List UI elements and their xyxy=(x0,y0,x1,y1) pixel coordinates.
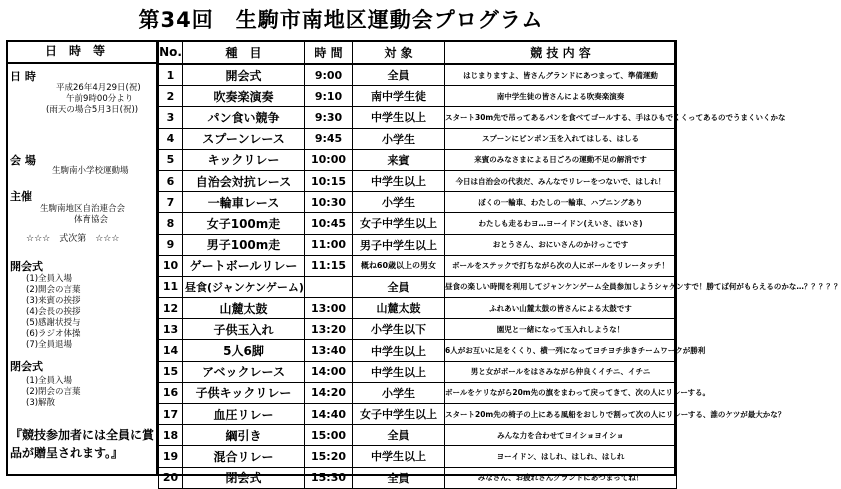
row-target: 概ね60歳以上の男女 xyxy=(353,255,445,276)
row-desc: ボールをケリながら20m先の旗をまわって戻ってきて、次の人にリレーする。 xyxy=(445,382,677,403)
row-no: 2 xyxy=(159,86,183,107)
col-header-event: 種 目 xyxy=(183,41,305,65)
row-target: 全員 xyxy=(353,467,445,488)
row-event: 5人6脚 xyxy=(183,340,305,361)
table-row xyxy=(159,64,677,86)
row-target: 女子中学生以上 xyxy=(353,404,445,425)
row-target: 中学生以上 xyxy=(353,340,445,361)
row-event: キックリレー xyxy=(183,149,305,170)
row-no: 20 xyxy=(159,467,183,488)
row-no: 4 xyxy=(159,128,183,149)
row-desc: 園児と一緒になって玉入れしような！ xyxy=(445,319,677,340)
row-desc: スプーンにピンポン玉を入れてはしる、はしる xyxy=(445,128,677,149)
col-header-target: 対 象 xyxy=(353,41,445,65)
row-desc: ヨーイドン、はしれ、はしれ、はしれ xyxy=(445,446,677,467)
row-time: 13:20 xyxy=(305,319,353,340)
table-row xyxy=(159,446,677,467)
row-time: 13:00 xyxy=(305,298,353,319)
table-row xyxy=(159,107,677,128)
row-event: 子供玉入れ xyxy=(183,319,305,340)
table-row xyxy=(159,128,677,149)
row-target: 山麓太鼓 xyxy=(353,298,445,319)
row-target: 小学生 xyxy=(353,382,445,403)
host-label: 主催 xyxy=(10,190,32,203)
row-no: 5 xyxy=(159,149,183,170)
row-desc: 6人がお互いに足をくくり、横一列になってヨチヨチ歩きチームワークが勝利 xyxy=(445,340,677,361)
row-time: 10:30 xyxy=(305,192,353,213)
opening-item: (5)感謝状授与 xyxy=(26,318,81,328)
row-time: 10:15 xyxy=(305,170,353,191)
row-time: 15:30 xyxy=(305,467,353,488)
opening-label: 開会式 xyxy=(10,260,43,273)
row-event: アベックレース xyxy=(183,361,305,382)
row-target: 中学生以上 xyxy=(353,170,445,191)
program-label: ☆☆☆ 式次第 ☆☆☆ xyxy=(26,234,120,244)
opening-item: (7)全員退場 xyxy=(26,340,73,350)
row-desc: 昼食の楽しい時間を利用してジャンケンゲーム全員参加しようシャケンすで！勝てば何がもらえるのかな…？？？？？ xyxy=(445,276,677,297)
table-row xyxy=(159,234,677,255)
row-target: 来賓 xyxy=(353,149,445,170)
col-header-time: 時 間 xyxy=(305,41,353,65)
row-event: スプーンレース xyxy=(183,128,305,149)
table-row xyxy=(159,170,677,191)
row-target: 全員 xyxy=(353,425,445,446)
row-desc: ボールをステックで打ちながら次の人にボールをリレータッチ！ xyxy=(445,255,677,276)
row-desc: みんな力を合わせてヨイショヨイショ xyxy=(445,425,677,446)
row-time: 10:45 xyxy=(305,213,353,234)
closing-item: (2)閉会の言葉 xyxy=(26,387,81,397)
opening-item: (3)来賓の挨拶 xyxy=(26,296,81,306)
table-header-row xyxy=(159,41,677,65)
row-time: 14:00 xyxy=(305,361,353,382)
row-no: 13 xyxy=(159,319,183,340)
row-no: 11 xyxy=(159,276,183,297)
row-target: 中学生以上 xyxy=(353,361,445,382)
row-event: 一輪車レース xyxy=(183,192,305,213)
row-event: 開会式 xyxy=(183,64,305,86)
row-time: 9:30 xyxy=(305,107,353,128)
row-no: 15 xyxy=(159,361,183,382)
table-row xyxy=(159,86,677,107)
venue-label: 会 場 xyxy=(10,154,36,167)
row-no: 18 xyxy=(159,425,183,446)
col-header-no: No. xyxy=(159,41,183,65)
row-event: 血圧リレー xyxy=(183,404,305,425)
row-target: 中学生以上 xyxy=(353,107,445,128)
row-event: ゲートボールリレー xyxy=(183,255,305,276)
row-no: 16 xyxy=(159,382,183,403)
row-event: 混合リレー xyxy=(183,446,305,467)
row-desc: わたしも走るわヨ…ヨーイドン(えいさ、ほいさ) xyxy=(445,213,677,234)
row-no: 17 xyxy=(159,404,183,425)
row-target: 男子中学生以上 xyxy=(353,234,445,255)
row-time: 14:20 xyxy=(305,382,353,403)
closing-item: (1)全員入場 xyxy=(26,376,73,386)
row-time xyxy=(305,276,353,297)
col-header-desc: 競 技 内 容 xyxy=(445,41,677,65)
venue-text: 生駒南小学校運動場 xyxy=(52,166,129,176)
host-line-1: 生駒南地区自治連合会 xyxy=(40,204,126,214)
table-row xyxy=(159,213,677,234)
row-time: 9:10 xyxy=(305,86,353,107)
table-row xyxy=(159,255,677,276)
row-target: 全員 xyxy=(353,64,445,86)
info-panel-header: 日時等 xyxy=(6,40,156,64)
row-desc: 今日は自治会の代表だ、みんなでリレーをつないで、はしれ！ xyxy=(445,170,677,191)
row-no: 7 xyxy=(159,192,183,213)
row-event: 女子100m走 xyxy=(183,213,305,234)
opening-item: (2)開会の言葉 xyxy=(26,285,81,295)
row-event: 昼食(ジャンケンゲーム) xyxy=(183,276,305,297)
program-table xyxy=(158,40,841,489)
table-row xyxy=(159,340,677,361)
table-row xyxy=(159,425,677,446)
table-row xyxy=(159,276,677,297)
row-event: パン食い競争 xyxy=(183,107,305,128)
row-target: 小学生 xyxy=(353,192,445,213)
prize-note: 『競技参加者には全員に賞品が贈呈されます。』 xyxy=(10,428,155,460)
row-event: 山麓太鼓 xyxy=(183,298,305,319)
date-line-1: 平成26年4月29日(祝) xyxy=(56,83,141,93)
row-target: 中学生以上 xyxy=(353,446,445,467)
opening-item: (1)全員入場 xyxy=(26,274,73,284)
row-no: 9 xyxy=(159,234,183,255)
date-line-3: (雨天の場合5月3日(祝)) xyxy=(46,105,139,115)
table-row xyxy=(159,382,677,403)
row-time: 15:00 xyxy=(305,425,353,446)
row-target: 小学生以下 xyxy=(353,319,445,340)
row-time: 13:40 xyxy=(305,340,353,361)
row-event: 吹奏楽演奏 xyxy=(183,86,305,107)
row-no: 10 xyxy=(159,255,183,276)
row-desc: みなさん、お疲れさんグランドにあつまってね！ xyxy=(445,467,677,488)
row-event: 子供キックリレー xyxy=(183,382,305,403)
row-desc: スタート20m先の椅子の上にある風船をおしりで割って次の人にリレーする、誰のケツが最大かな？ xyxy=(445,404,677,425)
row-desc: ふれあい山麓太鼓の皆さんによる太鼓です xyxy=(445,298,677,319)
closing-item: (3)解散 xyxy=(26,398,56,408)
date-line-2: 午前9時00分より xyxy=(66,94,134,104)
row-time: 11:15 xyxy=(305,255,353,276)
row-no: 1 xyxy=(159,64,183,86)
row-target: 女子中学生以上 xyxy=(353,213,445,234)
info-panel xyxy=(6,40,158,476)
row-desc: 南中学生徒の皆さんによる吹奏楽演奏 xyxy=(445,86,677,107)
row-time: 9:00 xyxy=(305,64,353,86)
row-time: 14:40 xyxy=(305,404,353,425)
opening-item: (4)会長の挨拶 xyxy=(26,307,81,317)
row-no: 6 xyxy=(159,170,183,191)
row-desc: はじまりますよ、皆さんグランドにあつまって、準備運動 xyxy=(445,64,677,86)
row-no: 14 xyxy=(159,340,183,361)
row-event: 閉会式 xyxy=(183,467,305,488)
row-no: 19 xyxy=(159,446,183,467)
table-row xyxy=(159,298,677,319)
row-no: 3 xyxy=(159,107,183,128)
row-desc: 来賓のみなさまによる日ごろの運動不足の解消です xyxy=(445,149,677,170)
table-row xyxy=(159,319,677,340)
row-time: 11:00 xyxy=(305,234,353,255)
row-desc: スタート30m先で吊ってあるパンを食べてゴールする、手はひもでくくってあるのでうまくいくかな xyxy=(445,107,677,128)
page-title: 第34回 生駒市南地区運動会プログラム xyxy=(138,8,544,32)
row-target: 小学生 xyxy=(353,128,445,149)
host-line-2: 体育協会 xyxy=(74,215,109,225)
row-time: 9:45 xyxy=(305,128,353,149)
date-label: 日 時 xyxy=(10,70,36,83)
row-no: 12 xyxy=(159,298,183,319)
row-desc: おとうさん、おにいさんのかけっこです xyxy=(445,234,677,255)
row-event: 男子100m走 xyxy=(183,234,305,255)
row-time: 10:00 xyxy=(305,149,353,170)
row-target: 全員 xyxy=(353,276,445,297)
table-row xyxy=(159,404,677,425)
row-desc: ぼくの一輪車、わたしの一輪車、ハプニングあり xyxy=(445,192,677,213)
row-event: 綱引き xyxy=(183,425,305,446)
table-row xyxy=(159,149,677,170)
opening-item: (6)ラジオ体操 xyxy=(26,329,81,339)
table-row xyxy=(159,361,677,382)
table-row xyxy=(159,192,677,213)
row-no: 8 xyxy=(159,213,183,234)
table-row xyxy=(159,467,677,488)
row-target: 南中学生徒 xyxy=(353,86,445,107)
row-time: 15:20 xyxy=(305,446,353,467)
row-event: 自治会対抗レース xyxy=(183,170,305,191)
closing-label: 閉会式 xyxy=(10,360,43,373)
row-desc: 男と女がボールをはさみながら仲良くイチニ、イチニ xyxy=(445,361,677,382)
